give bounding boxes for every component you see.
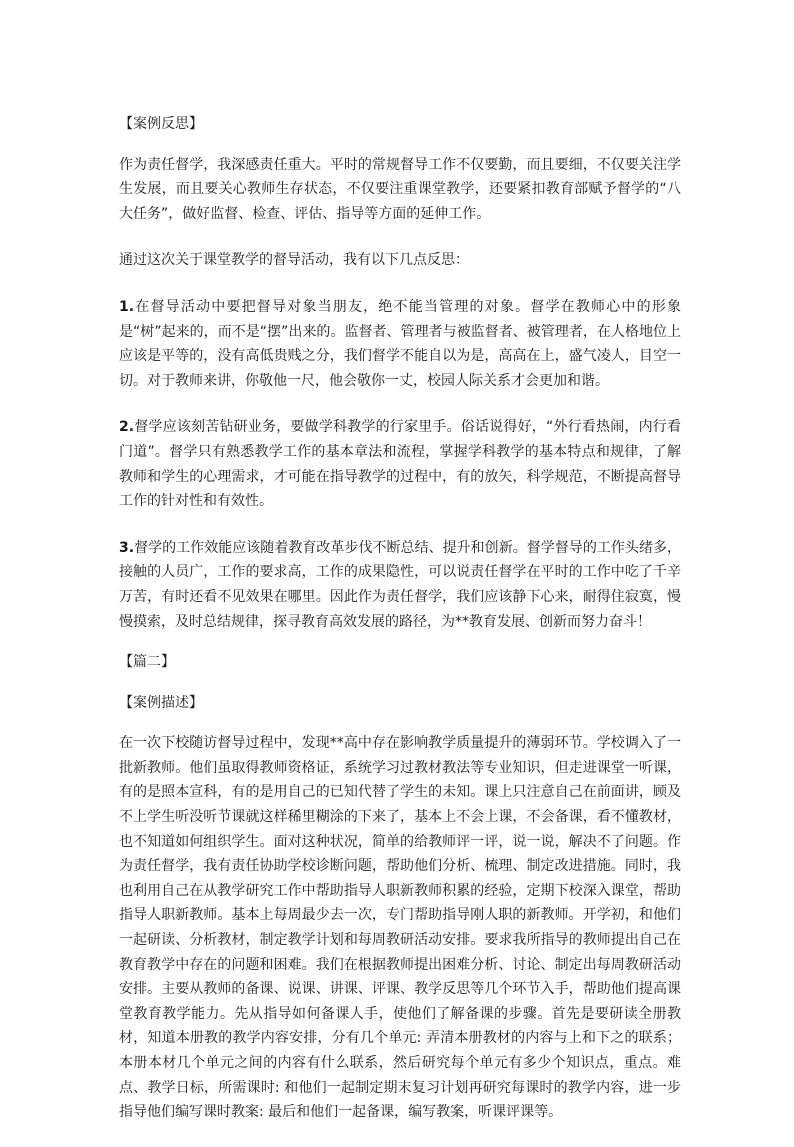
reflection-point-1	[119, 295, 681, 393]
point-2-number: 2.	[119, 419, 135, 436]
point-3-number: 3.	[119, 539, 135, 556]
description-heading: 【案例描述】	[119, 694, 203, 711]
point-1-text: 在督导活动中要把督导对象当朋友，绝不能当管理的对象。督学在教师心中的形象是“树”起来的，而不是“摆”出来的。监督者、管理者与被监督者、被管理者，在人格地位上应该是平等的，没有高低贵贱之分，我们督学不能自以为是，高高在上，盛气凌人，目空一切。对于教师来讲，你敬他一尺，他会敬你一丈，校园人际关系才会更加和谐。	[119, 298, 681, 389]
reflection-point-2	[119, 415, 681, 513]
point-2-text: 督学应该刻苦钻研业务，要做学科教学的行家里手。俗话说得好，“外行看热闹，内行看门道”。督学只有熟悉教学工作的基本章法和流程，掌握学科教学的基本特点和规律，了解教师和学生的心理需求，才可能在指导教学的过程中，有的放矢，科学规范，不断提高督导工作的针对性和有效性。	[119, 419, 681, 510]
lead-paragraph: 通过这次关于课堂教学的督导活动，我有以下几点反思：	[119, 252, 469, 269]
part-two-heading: 【篇二】	[119, 654, 175, 671]
point-1-number: 1.	[119, 298, 135, 315]
description-paragraph: 在一次下校随访督导过程中，发现**高中存在影响教学质量提升的薄弱环节。学校调入了一批新教师。他们虽取得教师资格证，系统学习过教材教法等专业知识，但走进课堂一听课，有的是照本宣科，有的是用自己的已知代替了学生的未知。课上只注意自己在前面讲，顾及不上学生听没听节课就这样稀里糊涂的下来了，基本上不会上课，不会备课，看不懂教材，也不知道如何组织学生。面对这种状况，简单的给教师评一评，说一说，解决不了问题。作为责任督学，我有责任协助学校诊断问题，帮助他们分析、梳理、制定改进措施。同时，我也利用自己在从教学研究工作中帮助指导人职新教师积累的经验，定期下校深入课堂，帮助指导人职新教师。基本上每周最少去一次，专门帮助指导刚人职的新教师。开学初，和他们一起研读、分析教材，制定教学计划和每周教研活动安排。要求我所指导的教师提出自己在教育教学中存在的问题和困难。我们在根据教师提出困难分析、讨论、制定出每周教研活动安排。主要从教师的备课、说课、讲课、评课、教学反思等几个环节入手，帮助他们提高课堂教育教学能力。先从指导如何备课人手，使他们了解备课的步骤。首先是要研读全册教材，知道本册教的教学内容安排，分有几个单元: 弄清本册教材的内容与上和下之的联系；本册本材几个单元之间的内容有什么联系，然后研究每个单元有多少个知识点，重点。难点、教学日标，所需课时: 和他们一起制定期末复习计划再研究每课时的教学内容，进一步指导他们编写课时教案: 最后和他们一起备课，编写教案，听课评课等。	[119, 735, 681, 1121]
intro-paragraph: 作为责任督学，我深感责任重大。平时的常规督导工作不仅要勤，而且要细，不仅要关注学生发展，而且要关心教师生存状态，不仅要注重课堂教学，还要紧扣教育部赋予督学的“八大任务”，做好监督、检查、评估、指导等方面的延伸工作。	[119, 156, 681, 222]
reflection-point-3	[119, 536, 681, 634]
document-body	[119, 112, 681, 1147]
point-3-text: 督学的工作效能应该随着教育改革步伐不断总结、提升和创新。督学督导的工作头绪多，接触的人员广，工作的要求高，工作的成果隐性，可以说责任督学在平时的工作中吃了千辛万苦，有时还看不见效果在哪里。因此作为责任督学，我们应该静下心来，耐得住寂寞，慢慢摸索，及时总结规律，探寻教育高效发展的路径，为**教育发展、创新而努力奋斗！	[119, 539, 681, 630]
reflection-heading: 【案例反思】	[119, 116, 203, 132]
